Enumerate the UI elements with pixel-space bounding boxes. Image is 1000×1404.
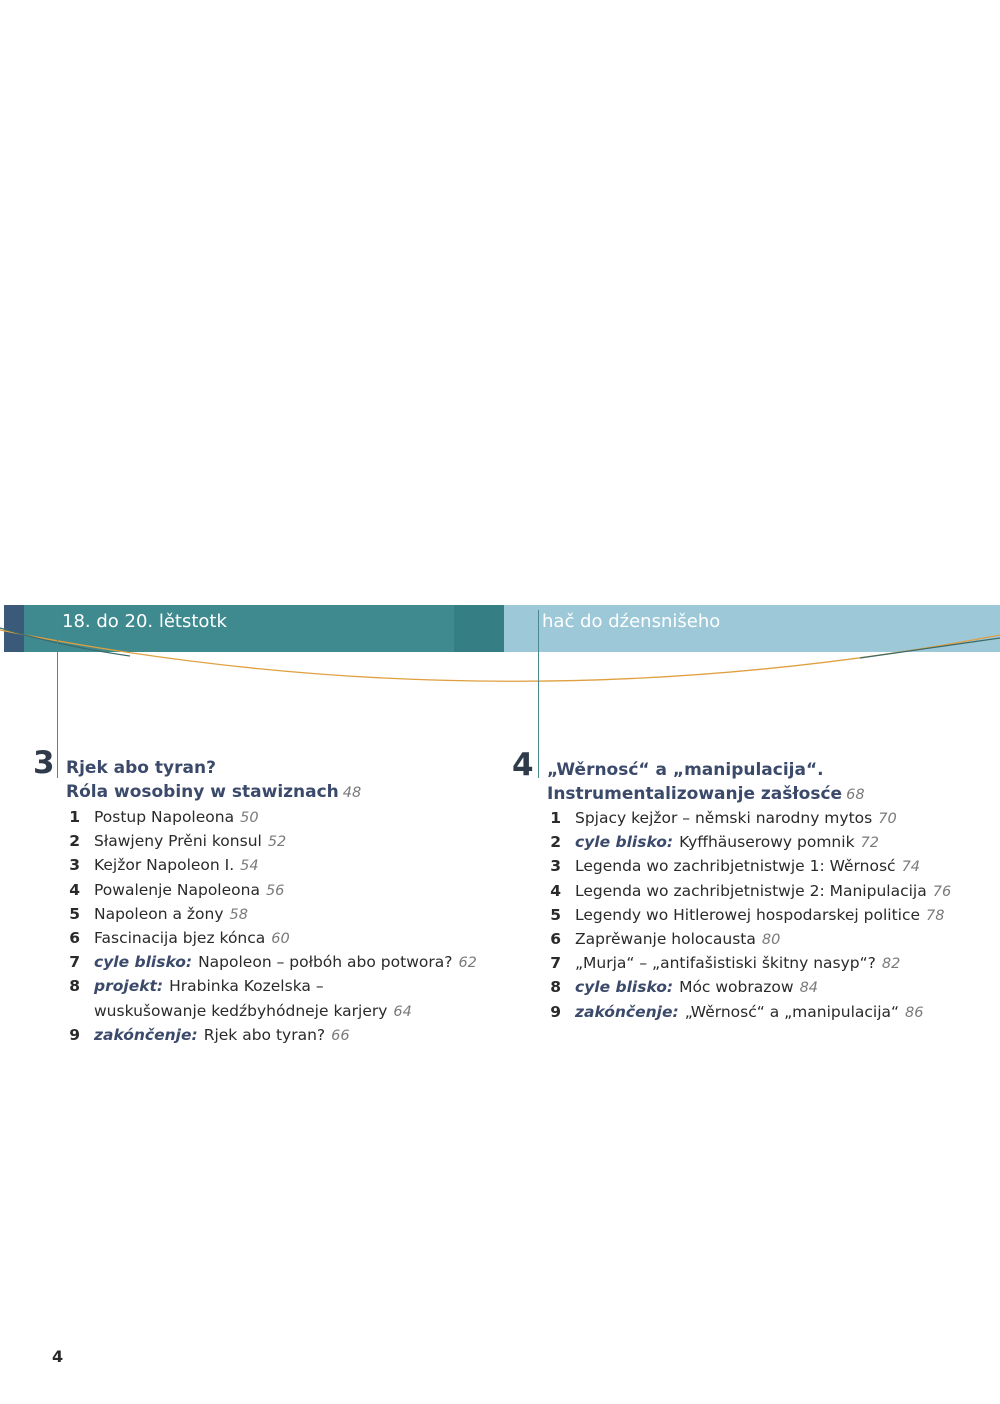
toc-item-number: 3 (69, 856, 80, 875)
toc-item-text (575, 854, 920, 879)
section-4-title-line1: „Wěrnosć“ a „manipulacija“. (547, 760, 824, 780)
toc-item-title: Legenda wo zachribjetnistwje 1: Wěrnosć (575, 857, 896, 876)
toc-item (66, 950, 496, 974)
section-3-title-line2 (66, 780, 361, 805)
toc-item-page: 54 (240, 858, 259, 875)
toc-item-title: Kejžor Napoleon I. (94, 856, 235, 875)
section-3-title-text: Róla wosobiny w stawiznach (66, 782, 339, 802)
section-4-title-line2 (547, 782, 865, 807)
toc-item-number: 2 (69, 832, 80, 851)
toc-item-text (94, 805, 259, 830)
toc-item-title: Spjacy kejžor – němski narodny mytos (575, 809, 873, 827)
toc-item (547, 806, 987, 830)
toc-item-page: 76 (932, 883, 952, 900)
toc-item-label: zakónčenje: (94, 1025, 198, 1044)
toc-item-text (94, 926, 290, 951)
timeline-curve-right-tail (860, 638, 1000, 658)
toc-item (66, 999, 496, 1023)
toc-item-text (575, 903, 944, 928)
toc-item-title: Rjek abo tyran? (203, 1025, 326, 1044)
toc-item-page: 50 (240, 810, 259, 826)
toc-item-title: Kyffhäuserowy pomnik (679, 833, 855, 852)
toc-item-page: 84 (799, 980, 819, 997)
toc-item-text (94, 950, 477, 975)
page-number: 4 (52, 1347, 64, 1366)
section-4-title-text: Instrumentalizowanje zašłosće (547, 784, 843, 804)
section-3-number: 3 (33, 745, 55, 781)
toc-item-page: 74 (901, 859, 921, 876)
toc-item-page: 60 (271, 930, 290, 947)
toc-item-text (94, 999, 412, 1024)
section-3-page: 48 (342, 785, 362, 801)
toc-item (547, 927, 987, 951)
toc-item-text (94, 878, 284, 903)
toc-item (66, 902, 496, 926)
toc-item-label: cyle blisko: (575, 978, 674, 997)
toc-item-number: 2 (550, 833, 561, 852)
toc-item-page: 80 (761, 931, 781, 948)
toc-item-title: Powalenje Napoleona (94, 880, 260, 899)
toc-item (66, 926, 496, 950)
toc-item-number: 7 (69, 953, 80, 972)
timeline-curve-orange (0, 630, 1000, 681)
toc-item (66, 853, 496, 877)
toc-item-number: 8 (69, 977, 80, 996)
toc-item-page: 82 (881, 956, 901, 973)
toc-item-text (94, 1023, 350, 1048)
toc-item-text (94, 974, 324, 998)
toc-item-text (575, 927, 780, 952)
toc-item-text (575, 951, 900, 976)
timeline-right-label: hač do dźensnišeho (542, 611, 721, 632)
toc-item-number: 8 (550, 978, 561, 997)
timeline-left-label: 18. do 20. lětstotk (62, 611, 227, 632)
toc-item-text (94, 829, 286, 854)
toc-item-page: 64 (393, 1003, 412, 1020)
toc-item-title: „Wěrnosć“ a „manipulacija“ (684, 1002, 900, 1021)
toc-item-text (575, 806, 897, 831)
toc-item-title: Hrabinka Kozelska – (169, 977, 324, 996)
toc-item-title: Napoleon – połbóh abo potwora? (198, 953, 453, 972)
section-4-toc (547, 806, 987, 1024)
toc-item (547, 854, 987, 878)
toc-item (66, 1023, 496, 1047)
toc-item-title: Sławjeny Prěni konsul (94, 832, 262, 851)
toc-item-label: zakónčenje: (575, 1002, 679, 1021)
toc-item (547, 975, 987, 999)
toc-item-text (94, 853, 259, 878)
toc-item-title: wuskušowanje kedźbyhódneje karjery (94, 1001, 388, 1020)
toc-item-number: 1 (69, 808, 80, 826)
toc-item-page: 62 (458, 955, 477, 972)
toc-item-title: Legenda wo zachribjetnistwje 2: Manipulacija (575, 881, 927, 900)
toc-item (66, 805, 496, 829)
toc-item-title: Legendy wo Hitlerowej hospodarskej politice (575, 905, 921, 924)
toc-item-number: 1 (550, 809, 561, 827)
toc-item (66, 974, 496, 998)
toc-item-page: 86 (905, 1004, 924, 1021)
toc-item-text (94, 902, 248, 927)
toc-item-number: 6 (69, 928, 80, 947)
toc-item-text (575, 975, 818, 1000)
toc-item (547, 879, 987, 903)
toc-item-text (575, 879, 951, 904)
toc-item (547, 951, 987, 975)
toc-item-label: projekt: (94, 977, 164, 996)
toc-item-title: Zaprěwanje holocausta (575, 929, 756, 948)
toc-item-number: 3 (550, 857, 561, 876)
toc-item-page: 58 (229, 906, 248, 923)
toc-item-number: 5 (550, 905, 561, 924)
toc-item-page: 78 (926, 907, 945, 924)
toc-item-title: Fascinacija bjez kónca (94, 928, 266, 947)
toc-item-page: 56 (265, 882, 285, 899)
toc-item-title: Napoleon a žony (94, 904, 224, 923)
toc-item-page: 66 (331, 1027, 350, 1044)
toc-item-page: 72 (860, 835, 879, 852)
toc-item (547, 903, 987, 927)
toc-item-number: 4 (550, 881, 561, 900)
toc-item-number: 9 (69, 1025, 80, 1044)
section-3-marker-line (57, 610, 58, 778)
toc-item-title: Postup Napoleona (94, 808, 235, 826)
toc-item-label: cyle blisko: (575, 833, 674, 852)
toc-item-number: 9 (550, 1002, 561, 1021)
toc-item-label: cyle blisko: (94, 953, 193, 972)
toc-item (547, 830, 987, 854)
toc-item-title: Móc wobrazow (679, 978, 794, 997)
section-4-number: 4 (512, 747, 534, 783)
timeline-curve (0, 620, 1000, 690)
toc-item-number: 6 (550, 929, 561, 948)
toc-item (547, 1000, 987, 1024)
section-3-title-line1: Rjek abo tyran? (66, 758, 216, 778)
toc-item-text (575, 1000, 923, 1025)
section-4-marker-line (538, 610, 539, 778)
section-3-toc (66, 805, 496, 1047)
toc-item-number: 4 (69, 880, 80, 899)
toc-item-number: 5 (69, 904, 80, 923)
section-4-page: 68 (846, 787, 865, 803)
toc-item-page: 70 (878, 811, 897, 827)
toc-item (66, 829, 496, 853)
toc-item-page: 52 (267, 834, 287, 851)
toc-item-title: „Murja“ – „antifašistiski škitny nasyp“? (575, 954, 876, 973)
toc-item-text (575, 830, 879, 855)
toc-item (66, 878, 496, 902)
toc-item-number: 7 (550, 954, 561, 973)
